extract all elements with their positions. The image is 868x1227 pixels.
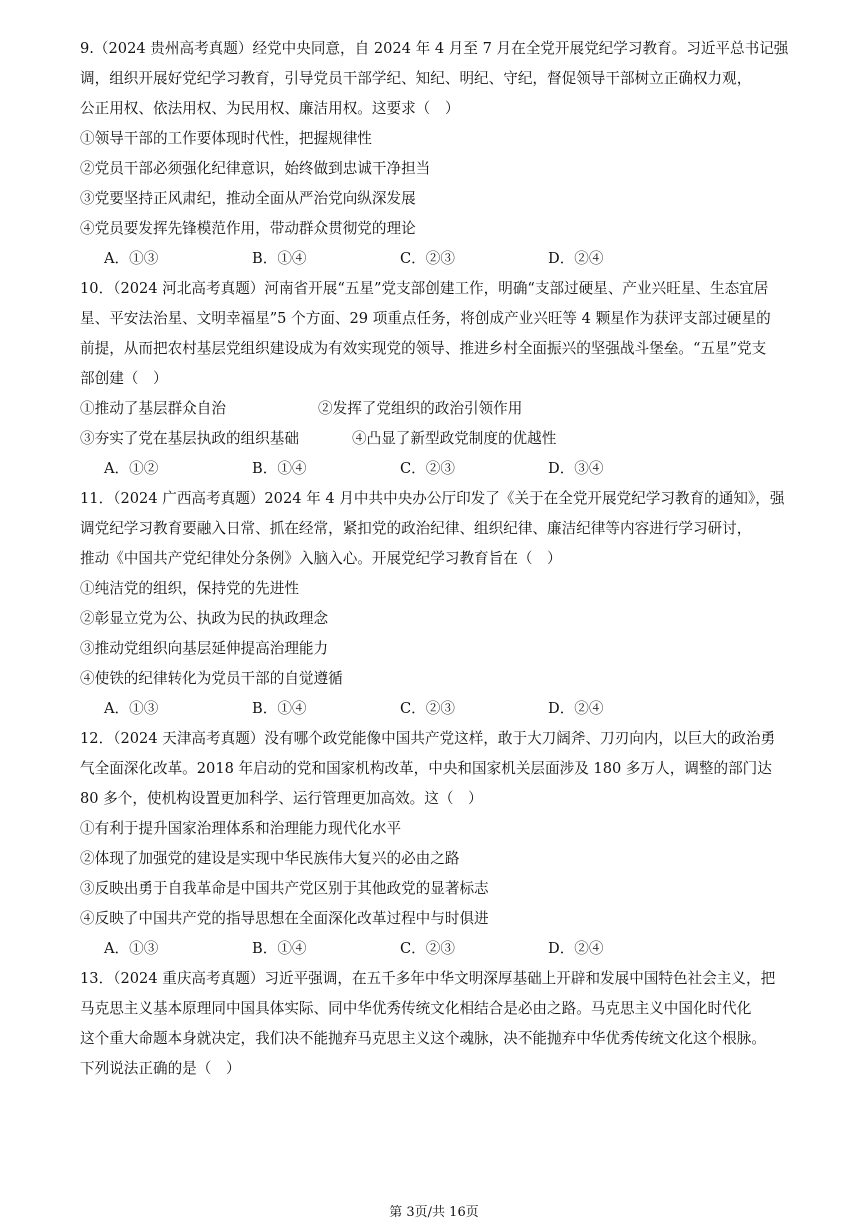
answer-choice-b: B．①④ (252, 460, 307, 477)
question-stem-line: 气全面深化改革。2018 年启动的党和国家机构改革，中央和国家机关层面涉及 180 多万人，调整的部门达 (80, 760, 772, 777)
page-number: 第 3页/共 16页 (389, 1205, 479, 1220)
question-stem-line: 下列说法正确的是（ ） (80, 1060, 241, 1077)
question-9 (80, 34, 792, 274)
question-12 (80, 724, 792, 964)
answer-choices (80, 934, 792, 964)
option-statement: ①领导干部的工作要体现时代性，把握规律性 (80, 130, 372, 147)
option-row (80, 394, 792, 424)
question-stem-line: 10．（2024 河北高考真题）河南省开展“五星”党支部创建工作，明确“支部过硬星、产业兴旺星、生态宜居 (80, 280, 769, 297)
option-statement: ③反映出勇于自我革命是中国共产党区别于其他政党的显著标志 (80, 880, 489, 897)
option-statement: ④党员要发挥先锋模范作用，带动群众贯彻党的理论 (80, 220, 416, 237)
option-statement: ④使铁的纪律转化为党员干部的自觉遵循 (80, 670, 343, 687)
option-statement: ④反映了中国共产党的指导思想在全面深化改革过程中与时俱进 (80, 910, 489, 927)
question-stem-line: 80 多个，使机构设置更加科学、运行管理更加高效。这（ ） (80, 790, 483, 807)
question-stem-line: 推动《中国共产党纪律处分条例》入脑入心。开展党纪学习教育旨在（ ） (80, 550, 562, 567)
question-10 (80, 274, 792, 484)
option-statement: ②党员干部必须强化纪律意识，始终做到忠诚干净担当 (80, 160, 431, 177)
option-statement: ③夯实了党在基层执政的组织基础 (80, 430, 299, 447)
answer-choice-a: A．①③ (104, 250, 159, 267)
question-13 (80, 964, 792, 1084)
answer-choices (80, 454, 792, 484)
answer-choice-c: C．②③ (400, 250, 455, 267)
question-stem-line: 调，组织开展好党纪学习教育，引导党员干部学纪、知纪、明纪、守纪，督促领导干部树立正确权力观， (80, 70, 752, 87)
answer-choice-d: D．②④ (548, 700, 604, 717)
answer-choice-a: A．①② (104, 460, 159, 477)
question-stem-line: 调党纪学习教育要融入日常、抓在经常，紧扣党的政治纪律、组织纪律、廉洁纪律等内容进行学习研讨， (80, 520, 752, 537)
answer-choice-b: B．①④ (252, 940, 307, 957)
option-row (80, 424, 792, 454)
question-stem-line: 马克思主义基本原理同中国具体实际、同中华优秀传统文化相结合是必由之路。马克思主义中国化时代化 (80, 1000, 752, 1017)
answer-choice-c: C．②③ (400, 700, 455, 717)
question-stem-line: 星、平安法治星、文明幸福星”5 个方面、29 项重点任务，将创成产业兴旺等 4 颗星作为获评支部过硬星的 (80, 310, 771, 327)
question-stem-line: 13．（2024 重庆高考真题）习近平强调，在五千多年中华文明深厚基础上开辟和发展中国特色社会主义，把 (80, 970, 776, 987)
option-statement: ②发挥了党组织的政治引领作用 (318, 400, 523, 417)
option-statement: ②彰显立党为公、执政为民的执政理念 (80, 610, 329, 627)
question-stem-line: 9.（2024 贵州高考真题）经党中央同意，自 2024 年 4 月至 7 月在全党开展党纪学习教育。习近平总书记强 (80, 40, 789, 57)
answer-choice-c: C．②③ (400, 940, 455, 957)
answer-choice-b: B．①④ (252, 250, 307, 267)
answer-choice-c: C．②③ (400, 460, 455, 477)
question-stem-line: 12．（2024 天津高考真题）没有哪个政党能像中国共产党这样，敢于大刀阔斧、刀刃向内，以巨大的政治勇 (80, 730, 776, 747)
question-stem-line: 11．（2024 广西高考真题）2024 年 4 月中共中央办公厅印发了《关于在全党开展党纪学习教育的通知》，强 (80, 490, 785, 507)
option-statement: ①纯洁党的组织，保持党的先进性 (80, 580, 299, 597)
question-list (80, 34, 792, 1084)
option-statement: ③党要坚持正风肃纪，推动全面从严治党向纵深发展 (80, 190, 416, 207)
option-statement: ①有利于提升国家治理体系和治理能力现代化水平 (80, 820, 402, 837)
question-stem-line: 这个重大命题本身就决定，我们决不能抛弃马克思主义这个魂脉，决不能抛弃中华优秀传统文化这个根脉。 (80, 1030, 766, 1047)
option-statement: ④凸显了新型政党制度的优越性 (352, 430, 557, 447)
question-stem-line: 前提，从而把农村基层党组织建设成为有效实现党的领导、推进乡村全面振兴的坚强战斗堡垒。“五星”党支 (80, 340, 767, 357)
answer-choices (80, 694, 792, 724)
answer-choice-d: D．③④ (548, 460, 604, 477)
answer-choice-d: D．②④ (548, 940, 604, 957)
answer-choice-b: B．①④ (252, 700, 307, 717)
answer-choice-a: A．①③ (104, 940, 159, 957)
question-stem-line: 部创建（ ） (80, 370, 168, 387)
option-statement: ①推动了基层群众自治 (80, 400, 226, 417)
answer-choices (80, 244, 792, 274)
question-11 (80, 484, 792, 724)
option-statement: ③推动党组织向基层延伸提高治理能力 (80, 640, 329, 657)
answer-choice-d: D．②④ (548, 250, 604, 267)
answer-choice-a: A．①③ (104, 700, 159, 717)
option-statement: ②体现了加强党的建设是实现中华民族伟大复兴的必由之路 (80, 850, 460, 867)
question-stem-line: 公正用权、依法用权、为民用权、廉洁用权。这要求（ ） (80, 100, 460, 117)
